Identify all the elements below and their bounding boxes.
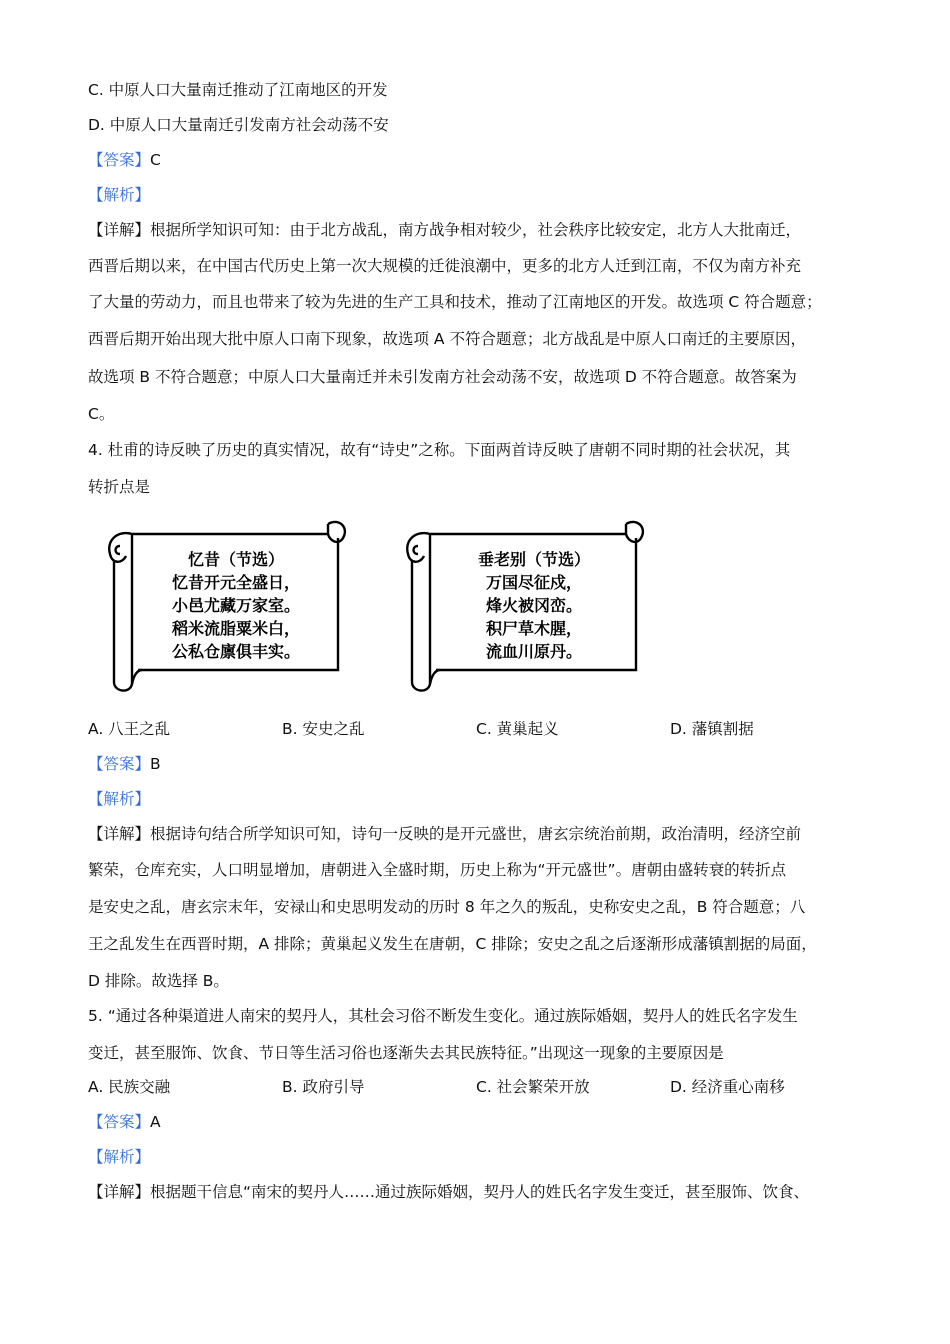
detail-tag: 【详解】 <box>88 825 151 843</box>
q4-stem-line-1: 转折点是 <box>88 478 151 496</box>
q5-answer-line <box>88 1112 888 1132</box>
q4-analysis-tag: 【解析】 <box>88 790 151 808</box>
answer-tag: 【答案】 <box>88 1113 151 1131</box>
q3-detail-line-3: 西晋后期开始出现大批中原人口南下现象，故选项 A 不符合题意；北方战乱是中原人口南迁的主要原因， <box>88 330 806 348</box>
q3-answer: C <box>150 151 161 169</box>
poem-scroll-2 <box>400 512 648 698</box>
q5-option-c: C. 社会繁荣开放 <box>476 1078 590 1096</box>
answer-tag: 【答案】 <box>88 755 151 773</box>
detail-tag: 【详解】 <box>88 221 151 239</box>
q4-stem-line-0: 4. 杜甫的诗反映了历史的真实情况，故有“诗史”之称。下面两首诗反映了唐朝不同时期的社会状况，其 <box>88 441 791 459</box>
q4-option-b: B. 安史之乱 <box>282 720 365 738</box>
poem-2-title: 垂老别（节选） <box>477 550 590 569</box>
poem-2-line-4: 流血川原丹。 <box>485 642 582 661</box>
poem-1-title: 忆昔（节选） <box>187 550 284 569</box>
q3-detail-line-4: 故选项 B 不符合题意；中原人口大量南迁并未引发南方社会动荡不安，故选项 D 不符合题意。故答案为 <box>88 368 797 386</box>
q4-detail-line-1: 繁荣，仓库充实，人口明显增加，唐朝进入全盛时期，历史上称为“开元盛世”。唐朝由盛转衰的转折点 <box>88 861 787 879</box>
q5-stem-line-1: 变迁，甚至服饰、饮食、节日等生活习俗也逐渐失去其民族特征。”出现这一现象的主要原因是 <box>88 1044 724 1062</box>
q3-analysis-tag: 【解析】 <box>88 186 151 204</box>
q3-option-d: D. 中原人口大量南迁引发南方社会动荡不安 <box>88 116 389 134</box>
poem-2-line-2: 烽火被冈峦。 <box>485 596 582 615</box>
q5-stem-line-0: 5. “通过各种渠道进人南宋的契丹人，其杜会习俗不断发生变化。通过族际婚姻，契丹人的姓氏名字发生 <box>88 1007 798 1025</box>
poem-1-line-3: 稻米流脂粟米白， <box>171 619 300 638</box>
q4-detail-line-0: 【详解】根据诗句结合所学知识可知，诗句一反映的是开元盛世，唐玄宗统治前期，政治清明，经济空前 <box>88 825 802 843</box>
q4-answer: B <box>150 755 161 773</box>
q5-option-b: B. 政府引导 <box>282 1078 365 1096</box>
detail-tag: 【详解】 <box>88 1183 151 1201</box>
poem-2-line-3: 积尸草木腥， <box>485 619 582 638</box>
q5-analysis-tag: 【解析】 <box>88 1148 151 1166</box>
poem-2-line-1: 万国尽征戍， <box>485 573 582 592</box>
q5-answer: A <box>150 1113 161 1131</box>
q4-detail-line-3: 王之乱发生在西晋时期，A 排除；黄巢起义发生在唐朝，C 排除；安史之乱之后逐渐形成藩镇割据的局面， <box>88 935 817 953</box>
q3-detail-line-2: 了大量的劳动力，而且也带来了较为先进的生产工具和技术，推动了江南地区的开发。故选项 C 符合题意； <box>88 293 822 311</box>
q5-detail-line-0: 【详解】根据题干信息“南宋的契丹人……通过族际婚姻，契丹人的姓氏名字发生变迁，甚至服饰、饮食、 <box>88 1183 810 1201</box>
q3-detail-line-5: C。 <box>88 405 115 423</box>
q4-answer-line <box>88 754 888 774</box>
q4-option-a: A. 八王之乱 <box>88 720 171 738</box>
answer-tag: 【答案】 <box>88 151 151 169</box>
q3-detail-line-0: 【详解】根据所学知识可知：由于北方战乱，南方战争相对较少，社会秩序比较安定，北方人大批南迁， <box>88 221 802 239</box>
q5-option-a: A. 民族交融 <box>88 1078 171 1096</box>
poem-scroll-1 <box>102 512 350 698</box>
q4-option-c: C. 黄巢起义 <box>476 720 559 738</box>
poem-2-content <box>400 548 658 663</box>
q5-option-d: D. 经济重心南移 <box>670 1078 785 1096</box>
q3-detail-line-1: 西晋后期以来，在中国古代历史上第一次大规模的迁徙浪潮中，更多的北方人迁到江南，不仅为南方补充 <box>88 257 802 275</box>
q4-option-d: D. 藩镇割据 <box>670 720 754 738</box>
poem-1-line-1: 忆昔开元全盛日， <box>171 573 300 592</box>
q4-detail-line-2: 是安史之乱，唐玄宗末年，安禄山和史思明发动的历时 8 年之久的叛乱，史称安史之乱，B 符合题意；八 <box>88 898 806 916</box>
poem-1-content <box>102 548 360 663</box>
poem-1-line-4: 公私仓廪俱丰实。 <box>171 642 300 661</box>
q3-answer-line <box>88 150 888 170</box>
q4-detail-line-4: D 排除。故选择 B。 <box>88 972 229 990</box>
q3-option-c: C. 中原人口大量南迁推动了江南地区的开发 <box>88 81 388 99</box>
poem-1-line-2: 小邑尤藏万家室。 <box>171 596 300 615</box>
